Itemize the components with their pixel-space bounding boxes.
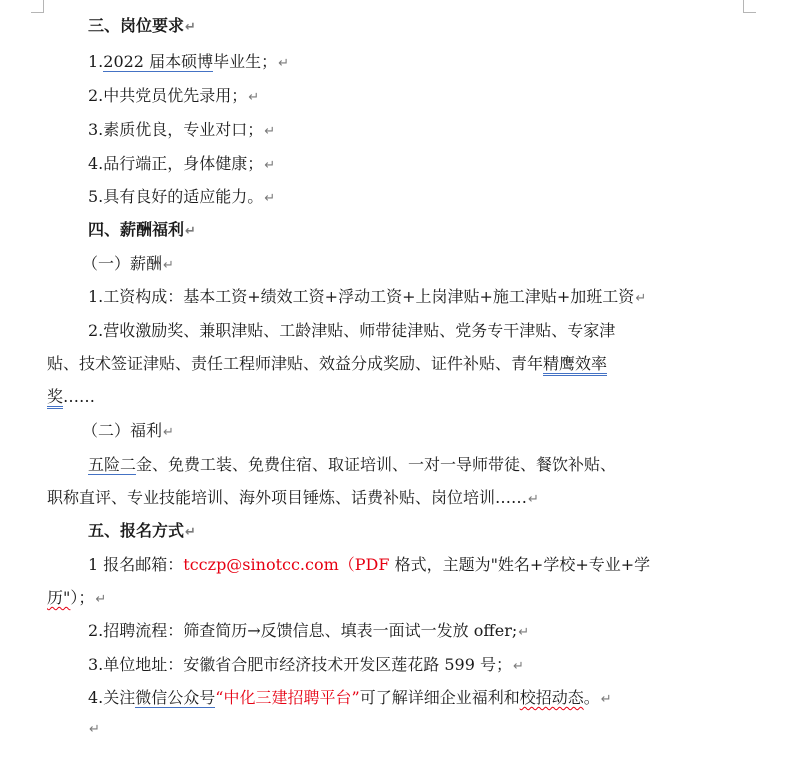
section-heading-requirements: 三、岗位要求↵ — [88, 16, 196, 35]
subheading-benefits: （二）福利↵ — [82, 421, 174, 440]
section-heading-application: 五、报名方式↵ — [88, 521, 196, 540]
page-corner-marker-left — [31, 0, 44, 13]
email-address: tcczp@sinotcc.com（PDF — [183, 555, 390, 574]
paragraph-mark-icon: ↵ — [163, 258, 174, 273]
paragraph-mark-icon: ↵ — [528, 492, 539, 507]
grammar-underline: 精鹰效率 — [543, 354, 607, 376]
paragraph-mark-icon: ↵ — [264, 158, 276, 173]
company-address-text: 3.单位地址：安徽省合肥市经济技术开发区莲花路 599 号；↵ — [88, 655, 524, 674]
requirement-item-5: 5.具有良好的适应能力。↵ — [88, 187, 276, 206]
paragraph-mark-icon: ↵ — [518, 625, 530, 640]
requirement-item-2: 2.中共党员优先录用；↵ — [88, 86, 260, 105]
paragraph-mark-icon: ↵ — [163, 425, 174, 440]
salary-structure-text: 1.工资构成：基本工资+绩效工资+浮动工资+上岗津贴+施工津贴+加班工资↵ — [88, 287, 647, 306]
incentives-text-line-3: 奖…… — [47, 387, 95, 407]
section-heading-compensation: 四、薪酬福利↵ — [88, 220, 196, 239]
paragraph-mark-icon: ↵ — [264, 191, 276, 206]
paragraph-mark-icon: ↵ — [95, 592, 107, 607]
requirement-item-4: 4.品行端正，身体健康；↵ — [88, 154, 276, 173]
paragraph-mark-icon: ↵ — [248, 90, 260, 105]
spelling-squiggle: 校招动态 — [519, 688, 584, 707]
wechat-follow-text: 4.关注微信公众号“中化三建招聘平台”可了解详细企业福利和校招动态。↵ — [88, 688, 612, 707]
paragraph-mark-icon: ↵ — [600, 692, 612, 707]
empty-paragraph — [88, 718, 100, 740]
incentives-text-line-2: 贴、技术签证津贴、责任工程师津贴、效益分成奖励、证件补贴、青年精鹰效率 — [47, 354, 607, 374]
requirement-item-3: 3.素质优良，专业对口；↵ — [88, 120, 276, 139]
application-email-line-1: 1 报名邮箱：tcczp@sinotcc.com（PDF 格式，主题为"姓名+学校+专业+学 — [88, 555, 651, 574]
paragraph-mark-icon: ↵ — [185, 525, 196, 540]
incentives-text-line-1: 2.营收激励奖、兼职津贴、工龄津贴、师带徒津贴、党务专干津贴、专家津 — [88, 321, 616, 340]
paragraph-mark-icon: ↵ — [185, 224, 196, 239]
benefits-text-line-2: 职称直评、专业技能培训、海外项目锤炼、话费补贴、岗位培训……↵ — [47, 488, 539, 507]
page-corner-marker-right — [743, 0, 756, 13]
grammar-underline: 微信公众号 — [135, 688, 216, 707]
paragraph-mark-icon: ↵ — [264, 124, 276, 139]
spelling-squiggle: 历" — [47, 588, 71, 607]
application-email-line-2: 历"）；↵ — [47, 588, 107, 607]
subheading-salary: （一）薪酬↵ — [82, 254, 174, 273]
paragraph-mark-icon: ↵ — [185, 20, 196, 35]
benefits-text-line-1: 五险二金、免费工装、免费住宿、取证培训、一对一导师带徒、餐饮补贴、 — [88, 455, 617, 474]
recruitment-process-text: 2.招聘流程：筛查简历→反馈信息、填表一面试一发放 offer;↵ — [88, 621, 530, 640]
grammar-underline: 五险二 — [88, 455, 137, 474]
requirement-item-1: 1.2022 届本硕博毕业生；↵ — [88, 52, 289, 71]
grammar-underline: 2022 届本硕博 — [103, 52, 214, 71]
paragraph-mark-icon: ↵ — [512, 659, 524, 674]
paragraph-mark-icon: ↵ — [635, 291, 647, 306]
paragraph-mark-icon: ↵ — [89, 722, 100, 737]
grammar-underline: 奖 — [47, 387, 63, 409]
paragraph-mark-icon: ↵ — [278, 56, 289, 71]
wechat-account-name: 中化三建招聘平台 — [223, 688, 352, 707]
